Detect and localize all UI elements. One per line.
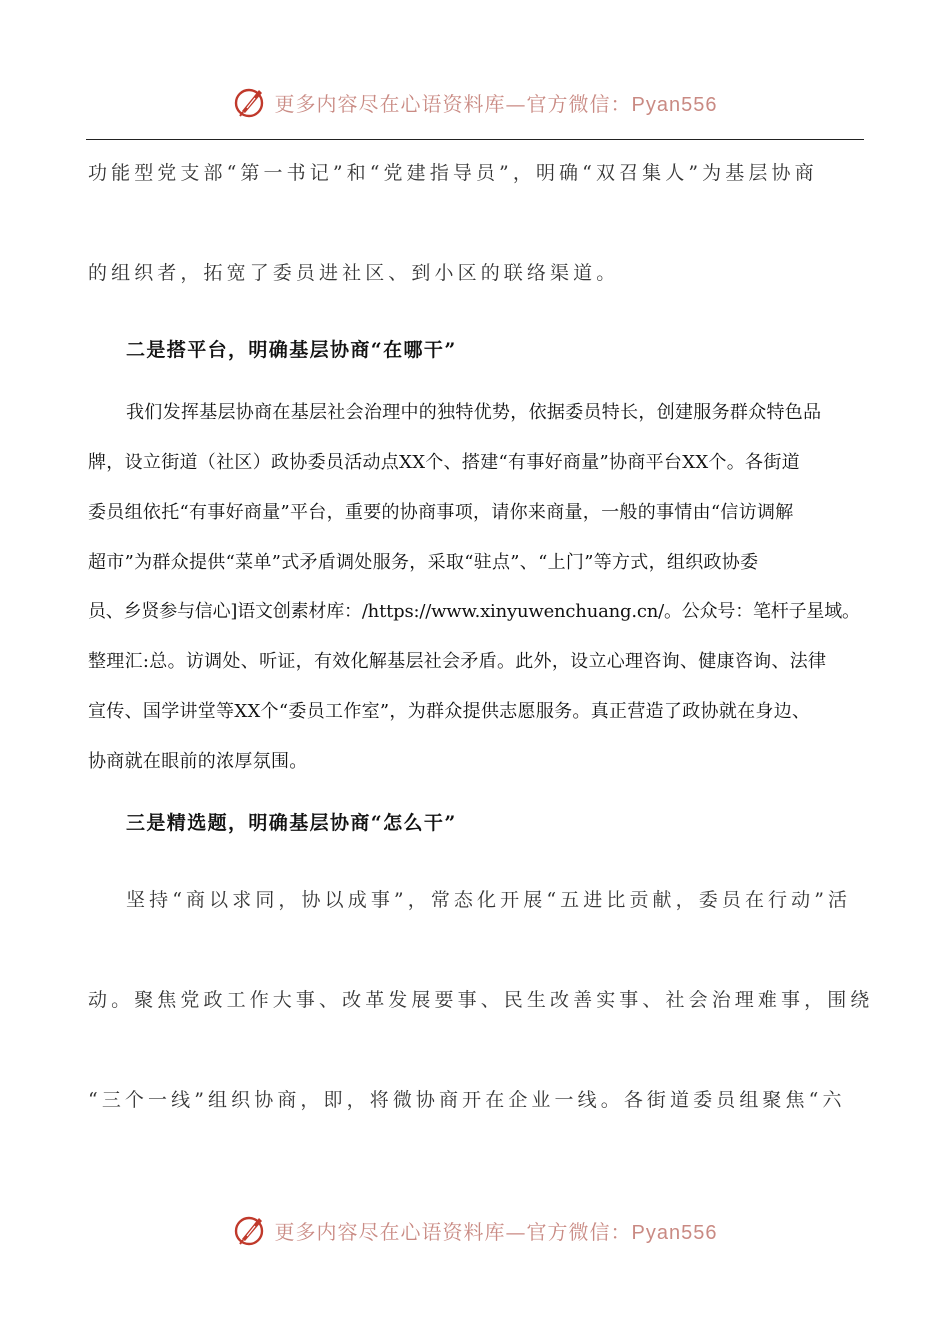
body-line-10: 协商就在眼前的浓厚氛围。: [88, 751, 308, 772]
quill-seal-logo-icon: [233, 1212, 269, 1248]
body-line-1: 功能型党支部“第一书记”和“党建指导员”，明确“双召集人”为基层协商: [88, 162, 818, 184]
header-banner-text: 更多内容尽在心语资料库—官方微信：Pyan556: [274, 91, 718, 116]
body-line-4: 牌，设立街道（社区）政协委员活动点XX个、搭建“有事好商量”协商平台XX个。各街道: [88, 452, 800, 473]
header-banner: [0, 82, 950, 122]
body-line-12: 动。聚焦党政工作大事、改革发展要事、民生改善实事、社会治理难事，围绕: [88, 989, 874, 1011]
body-line-11: 坚持“商以求同，协以成事”，常态化开展“五进比贡献，委员在行动”活: [126, 889, 852, 911]
quill-seal-logo-icon: [233, 84, 269, 120]
header-rule: [86, 139, 864, 140]
body-line-8: 整理汇:总。访调处、听证，有效化解基层社会矛盾。此外，设立心理咨询、健康咨询、法律: [88, 651, 827, 672]
header-wechat-id: Pyan556: [631, 93, 718, 116]
footer-wechat-id: Pyan556: [631, 1221, 718, 1244]
section-heading-2: 二是搭平台，明确基层协商“在哪干”: [126, 339, 457, 361]
section-heading-3: 三是精选题，明确基层协商“怎么干”: [126, 812, 457, 834]
footer-banner: [0, 1210, 950, 1250]
body-line-9: 宣传、国学讲堂等XX个“委员工作室”，为群众提供志愿服务。真正营造了政协就在身边、: [88, 701, 811, 722]
body-line-7: 员、乡贤参与信心]语文创素材库：/https://www.xinyuwenchuang.cn/。公众号：笔杆子星域。: [88, 601, 860, 622]
body-line-6: 超市”为群众提供“菜单”式矛盾调处服务，采取“驻点”、“上门”等方式，组织政协委: [88, 552, 759, 573]
footer-banner-text: 更多内容尽在心语资料库—官方微信：Pyan556: [274, 1219, 718, 1244]
body-line-13: “三个一线”组织协商，即，将微协商开在企业一线。各街道委员组聚焦“六: [88, 1089, 846, 1111]
body-line-3: 我们发挥基层协商在基层社会治理中的独特优势，依据委员特长，创建服务群众特色品: [126, 402, 822, 423]
body-line-2: 的组织者，拓宽了委员进社区、到小区的联络渠道。: [88, 262, 620, 284]
body-line-5: 委员组依托“有事好商量”平台，重要的协商事项，请你来商量，一般的事情由“信访调解: [88, 502, 794, 523]
